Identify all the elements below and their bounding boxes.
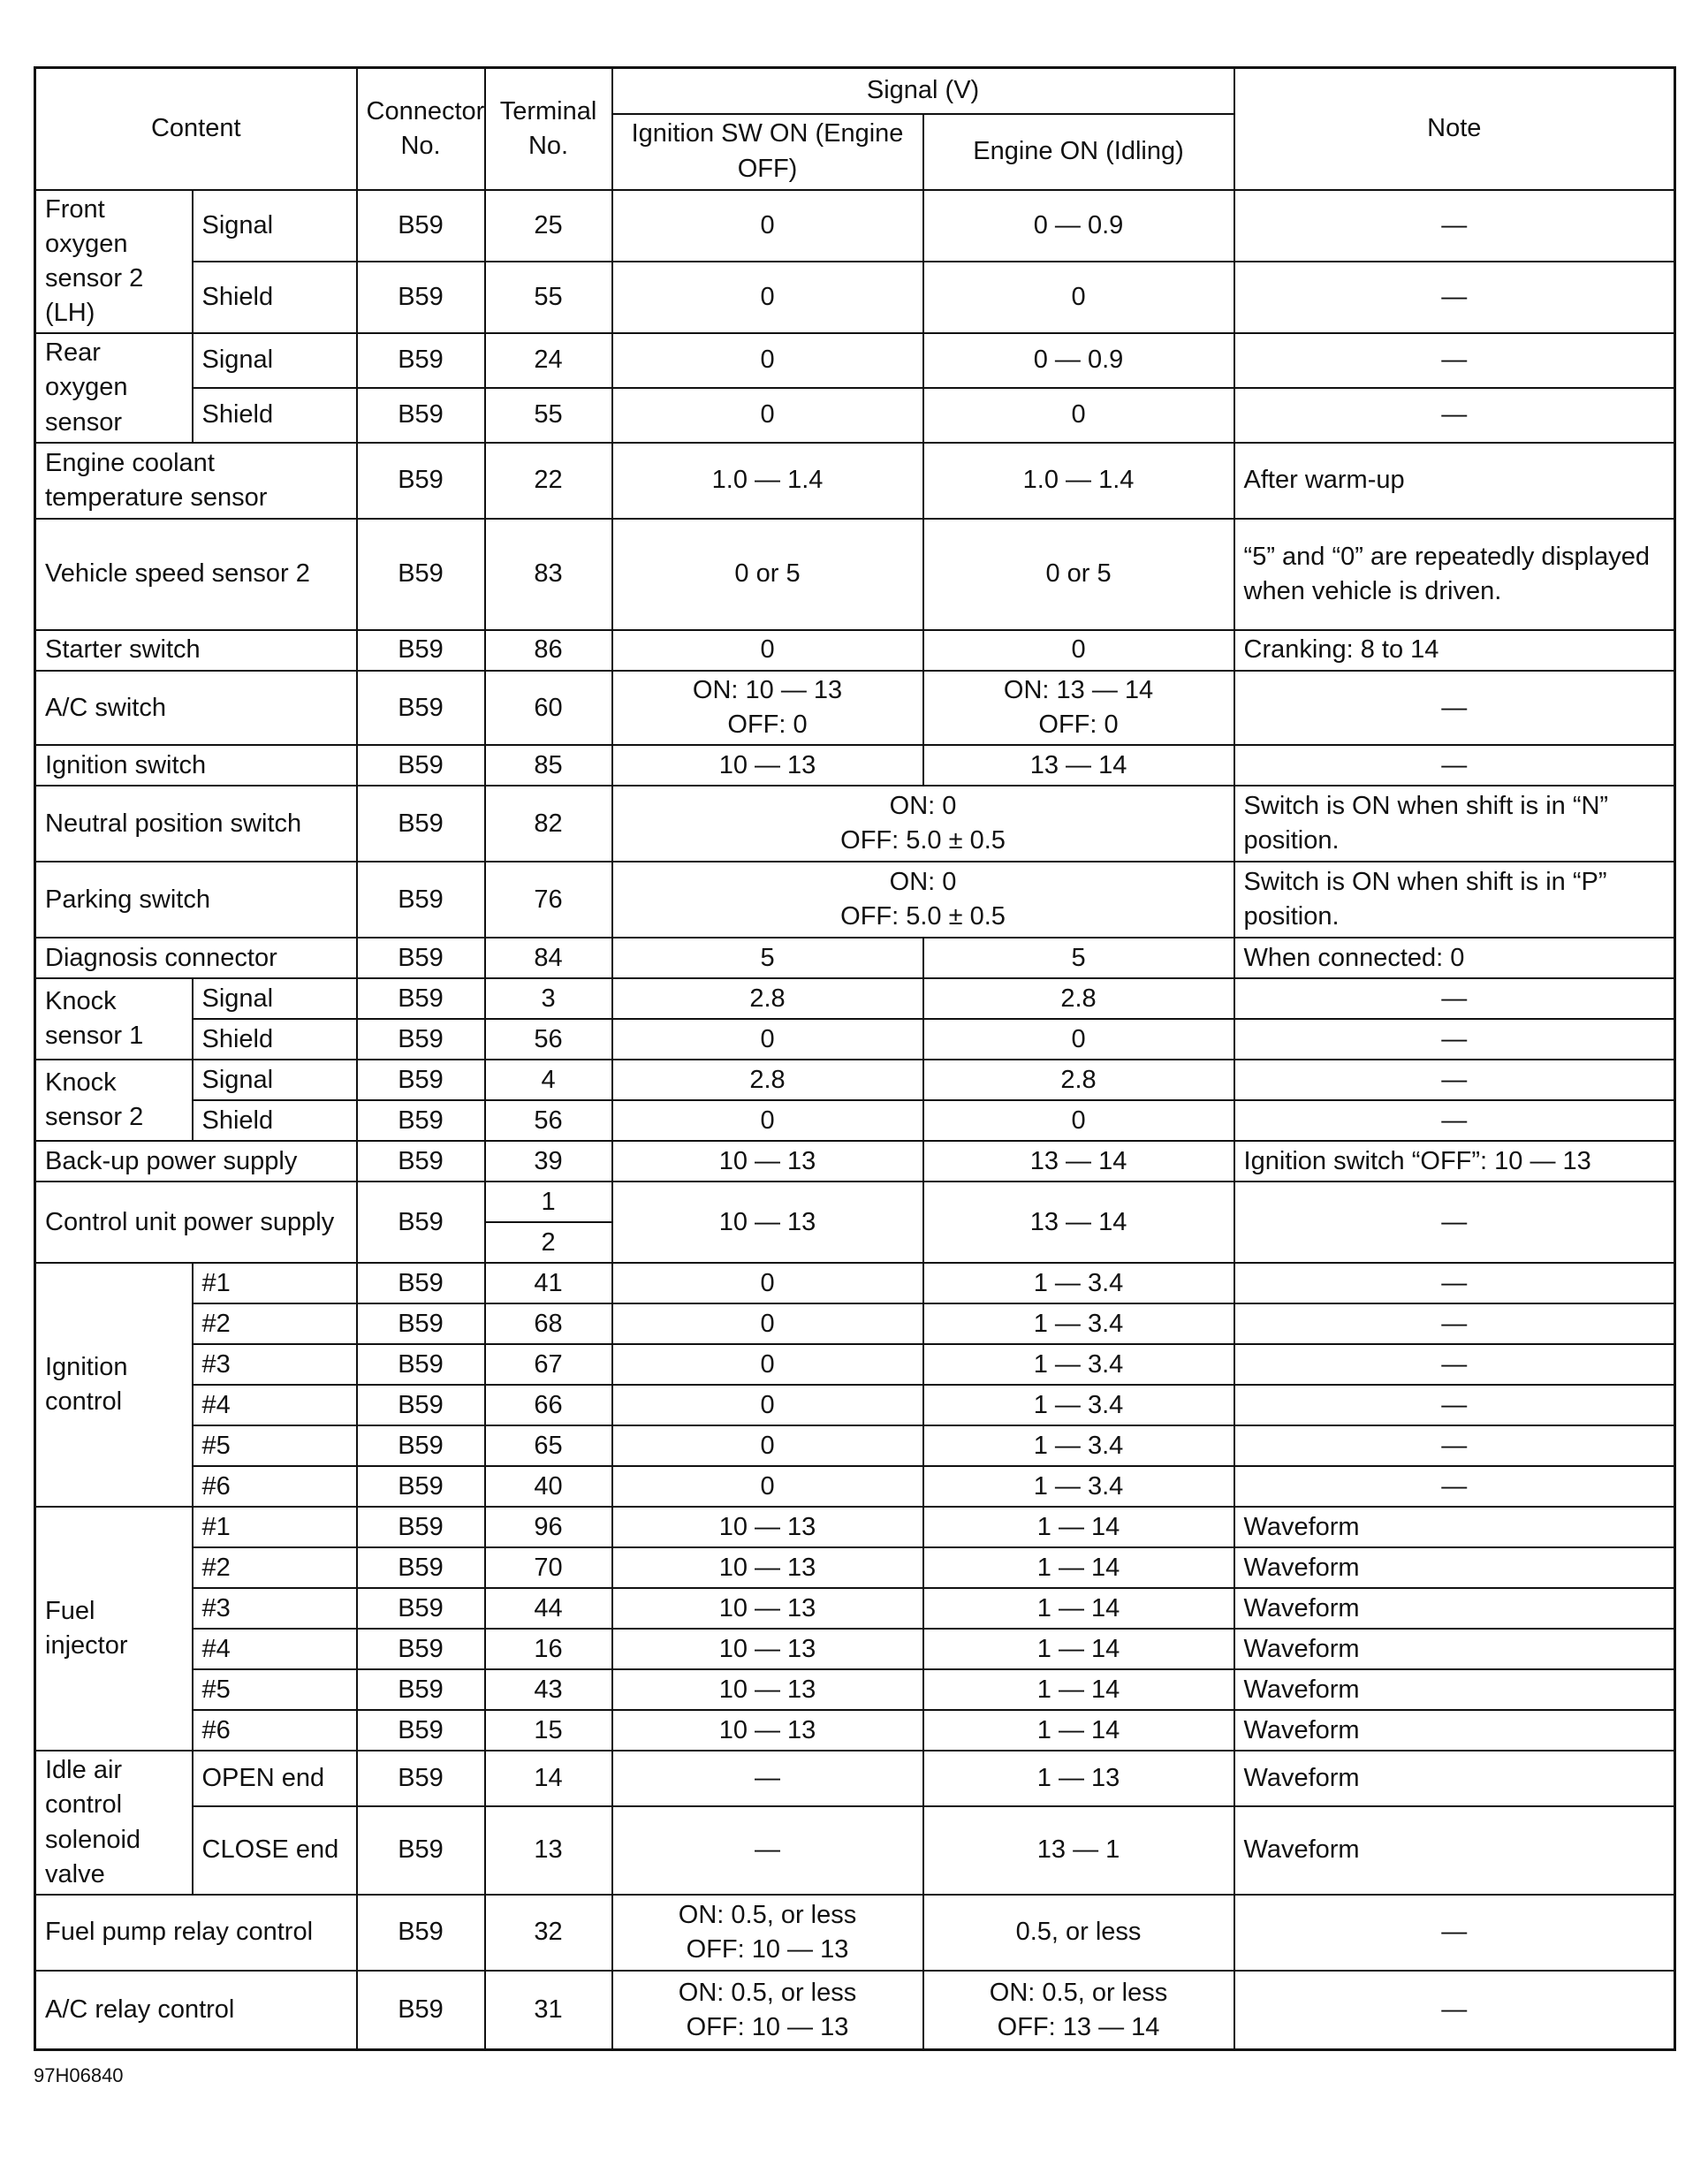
value-line: OFF: 10 — 13 [686,2012,849,2041]
ign-on-cell: 0 [612,1425,923,1466]
connector-cell: B59 [357,388,485,443]
value-line: OFF: 5.0 ± 0.5 [840,826,1006,855]
table-row [35,1385,1675,1425]
connector-cell: B59 [357,630,485,671]
ign-on-cell: 0 [612,1263,923,1303]
engine-on-cell: 13 — 1 [923,1806,1234,1895]
engine-on-cell: 1.0 — 1.4 [923,443,1234,519]
note-cell: — [1234,1425,1675,1466]
engine-on-cell: 1 — 14 [923,1669,1234,1710]
value-line: OFF: 5.0 ± 0.5 [840,902,1006,931]
note-cell: Waveform [1234,1806,1675,1895]
ign-on-cell: 2.8 [612,978,923,1019]
connector-cell: B59 [357,938,485,978]
sub-label: Shield [193,1019,357,1060]
table-row [35,1588,1675,1629]
header-ign-on: Ignition SW ON (Engine OFF) [612,114,923,190]
table-row [35,1344,1675,1385]
ign-on-cell [612,1971,923,2050]
row-label: Control unit power supply [35,1182,357,1263]
header-signal: Signal (V) [612,68,1234,114]
header-content: Content [35,68,357,190]
ign-on-cell: 0 or 5 [612,519,923,630]
sub-label: #4 [193,1385,357,1425]
terminal-cell: 68 [485,1303,612,1344]
signal-merged-cell [612,786,1234,862]
terminal-cell: 84 [485,938,612,978]
connector-cell: B59 [357,1100,485,1141]
engine-on-cell: 1 — 14 [923,1547,1234,1588]
note-cell: — [1234,1019,1675,1060]
ign-on-cell: 0 [612,388,923,443]
terminal-cell: 14 [485,1751,612,1805]
terminal-cell: 31 [485,1971,612,2050]
value-line: ON: 0.5, or less [989,1978,1168,2007]
terminal-cell: 22 [485,443,612,519]
connector-cell: B59 [357,1547,485,1588]
note-cell: — [1234,1385,1675,1425]
sub-label: Shield [193,388,357,443]
engine-on-cell: 1 — 14 [923,1710,1234,1751]
table-row [35,443,1675,519]
sub-label: #5 [193,1425,357,1466]
row-label: Engine coolant temperature sensor [35,443,357,519]
terminal-cell: 39 [485,1141,612,1182]
engine-on-cell [923,671,1234,745]
row-label: Knock sensor 1 [35,978,193,1060]
ign-on-cell: 0 [612,190,923,262]
engine-on-cell: 0.5, or less [923,1895,1234,1971]
ign-on-cell: 1.0 — 1.4 [612,443,923,519]
ign-on-cell: 10 — 13 [612,1141,923,1182]
note-cell: Cranking: 8 to 14 [1234,630,1675,671]
connector-cell: B59 [357,1425,485,1466]
table-row [35,978,1675,1019]
sub-label: #3 [193,1344,357,1385]
row-label: A/C switch [35,671,357,745]
engine-on-cell: 1 — 13 [923,1751,1234,1805]
ign-on-cell: 0 [612,333,923,388]
connector-cell: B59 [357,1303,485,1344]
table-row [35,1141,1675,1182]
engine-on-cell: 2.8 [923,1060,1234,1100]
value-line: ON: 0.5, or less [678,1900,857,1929]
value-line: ON: 0 [889,792,957,821]
connector-cell: B59 [357,745,485,786]
terminal-cell: 55 [485,262,612,333]
terminal-cell: 56 [485,1019,612,1060]
table-row [35,519,1675,630]
signal-merged-cell [612,862,1234,938]
engine-on-cell: 0 or 5 [923,519,1234,630]
note-cell: Waveform [1234,1751,1675,1805]
note-cell: — [1234,388,1675,443]
engine-on-cell: 1 — 3.4 [923,1425,1234,1466]
table-row [35,1629,1675,1669]
table-row [35,1669,1675,1710]
terminal-cell: 1 [485,1182,612,1222]
sub-label: Signal [193,333,357,388]
sub-label: Signal [193,190,357,262]
value-line: OFF: 0 [727,710,808,740]
table-row [35,1182,1675,1222]
sub-label: #1 [193,1507,357,1547]
table-row [35,862,1675,938]
note-cell: — [1234,333,1675,388]
engine-on-cell: 0 [923,1100,1234,1141]
note-cell: Waveform [1234,1507,1675,1547]
ign-on-cell: 0 [612,1385,923,1425]
engine-on-cell: 1 — 3.4 [923,1344,1234,1385]
row-label: Neutral position switch [35,786,357,862]
sub-label: #6 [193,1710,357,1751]
table-row [35,1100,1675,1141]
table-row [35,1547,1675,1588]
sub-label: #2 [193,1303,357,1344]
ign-on-cell: 0 [612,1303,923,1344]
engine-on-cell: 1 — 14 [923,1507,1234,1547]
ign-on-cell [612,671,923,745]
sub-label: Signal [193,1060,357,1100]
value-line: ON: 0 [889,868,957,897]
table-row [35,786,1675,862]
connector-cell: B59 [357,671,485,745]
row-label: Starter switch [35,630,357,671]
note-cell: — [1234,1303,1675,1344]
engine-on-cell: 1 — 3.4 [923,1303,1234,1344]
note-cell: — [1234,978,1675,1019]
terminal-cell: 56 [485,1100,612,1141]
note-cell: — [1234,1263,1675,1303]
ign-on-cell: 0 [612,630,923,671]
table-row [35,388,1675,443]
terminal-cell: 4 [485,1060,612,1100]
sub-label: #5 [193,1669,357,1710]
table-row [35,1507,1675,1547]
row-label: Fuel pump relay control [35,1895,357,1971]
connector-cell: B59 [357,1182,485,1263]
header-engine-on: Engine ON (Idling) [923,114,1234,190]
signal-table-sheet [34,66,1674,2051]
note-cell: — [1234,1060,1675,1100]
note-cell: Switch is ON when shift is in “N” position. [1234,786,1675,862]
row-label: Ignition control [35,1263,193,1507]
row-label: Parking switch [35,862,357,938]
connector-cell: B59 [357,1751,485,1805]
sub-label: Shield [193,262,357,333]
terminal-cell: 66 [485,1385,612,1425]
ign-on-cell: 0 [612,1100,923,1141]
terminal-cell: 24 [485,333,612,388]
ign-on-cell: 2.8 [612,1060,923,1100]
table-row [35,1060,1675,1100]
connector-cell: B59 [357,1507,485,1547]
table-row [35,1710,1675,1751]
value-line: ON: 0.5, or less [678,1978,857,2007]
table-row [35,1466,1675,1507]
ign-on-cell: 10 — 13 [612,1710,923,1751]
ign-on-cell: 0 [612,262,923,333]
connector-cell: B59 [357,443,485,519]
terminal-cell: 16 [485,1629,612,1669]
ign-on-cell: 0 [612,1344,923,1385]
header-terminal: Terminal No. [485,68,612,190]
terminal-cell: 67 [485,1344,612,1385]
note-cell: Waveform [1234,1588,1675,1629]
engine-on-cell: 0 [923,630,1234,671]
table-row [35,1263,1675,1303]
table-row [35,1895,1675,1971]
connector-cell: B59 [357,1710,485,1751]
connector-cell: B59 [357,978,485,1019]
terminal-cell: 85 [485,745,612,786]
engine-on-cell: 2.8 [923,978,1234,1019]
terminal-cell: 2 [485,1222,612,1263]
note-cell: Waveform [1234,1547,1675,1588]
table-row [35,671,1675,745]
row-label: Diagnosis connector [35,938,357,978]
value-line: OFF: 10 — 13 [686,1934,849,1964]
row-label: Vehicle speed sensor 2 [35,519,357,630]
connector-cell: B59 [357,1344,485,1385]
connector-cell: B59 [357,786,485,862]
note-cell: Waveform [1234,1710,1675,1751]
sub-label: CLOSE end [193,1806,357,1895]
row-label: Back-up power supply [35,1141,357,1182]
engine-on-cell: 0 — 0.9 [923,190,1234,262]
table-row [35,1971,1675,2050]
connector-cell: B59 [357,1263,485,1303]
connector-cell: B59 [357,1019,485,1060]
terminal-cell: 32 [485,1895,612,1971]
terminal-cell: 40 [485,1466,612,1507]
engine-on-cell: 13 — 14 [923,1141,1234,1182]
value-line: OFF: 0 [1038,710,1119,740]
row-label: Front oxygen sensor 2 (LH) [35,190,193,334]
terminal-cell: 41 [485,1263,612,1303]
row-label: Idle air control solenoid valve [35,1751,193,1895]
engine-on-cell: 0 [923,262,1234,333]
connector-cell: B59 [357,519,485,630]
note-cell: — [1234,1466,1675,1507]
ign-on-cell: 10 — 13 [612,1669,923,1710]
value-line: OFF: 13 — 14 [997,2012,1160,2041]
connector-cell: B59 [357,862,485,938]
table-row [35,745,1675,786]
sub-label: #1 [193,1263,357,1303]
terminal-cell: 70 [485,1547,612,1588]
terminal-cell: 55 [485,388,612,443]
terminal-cell: 96 [485,1507,612,1547]
engine-on-cell: 1 — 3.4 [923,1466,1234,1507]
engine-on-cell: 0 [923,1019,1234,1060]
ign-on-cell: 10 — 13 [612,1507,923,1547]
header-note: Note [1234,68,1675,190]
sub-label: Shield [193,1100,357,1141]
note-cell: — [1234,262,1675,333]
connector-cell: B59 [357,262,485,333]
terminal-cell: 13 [485,1806,612,1895]
sub-label: #3 [193,1588,357,1629]
table-row [35,1425,1675,1466]
connector-cell: B59 [357,1588,485,1629]
note-cell: — [1234,745,1675,786]
note-cell: Ignition switch “OFF”: 10 — 13 [1234,1141,1675,1182]
engine-on-cell: 1 — 14 [923,1588,1234,1629]
ign-on-cell: 0 [612,1466,923,1507]
table-row [35,1806,1675,1895]
row-label: Ignition switch [35,745,357,786]
ign-on-cell: — [612,1751,923,1805]
row-label: Fuel injector [35,1507,193,1751]
table-row [35,333,1675,388]
terminal-cell: 65 [485,1425,612,1466]
note-cell: — [1234,1182,1675,1263]
connector-cell: B59 [357,333,485,388]
note-cell: Waveform [1234,1669,1675,1710]
connector-cell: B59 [357,1385,485,1425]
engine-on-cell: 1 — 3.4 [923,1263,1234,1303]
ign-on-cell: 10 — 13 [612,1182,923,1263]
connector-cell: B59 [357,1895,485,1971]
note-cell: After warm-up [1234,443,1675,519]
sub-label: Signal [193,978,357,1019]
value-line: ON: 10 — 13 [692,676,843,705]
header-connector: Connector No. [357,68,485,190]
row-label: Knock sensor 2 [35,1060,193,1141]
connector-cell: B59 [357,1629,485,1669]
engine-on-cell: 5 [923,938,1234,978]
table-row [35,262,1675,333]
terminal-cell: 15 [485,1710,612,1751]
figure-code: 97H06840 [34,2064,124,2086]
terminal-cell: 44 [485,1588,612,1629]
connector-cell: B59 [357,1466,485,1507]
terminal-cell: 83 [485,519,612,630]
ign-on-cell: 0 [612,1019,923,1060]
row-label: Rear oxygen sensor [35,333,193,443]
note-cell: When connected: 0 [1234,938,1675,978]
engine-on-cell: 13 — 14 [923,1182,1234,1263]
note-cell: — [1234,1971,1675,2050]
terminal-cell: 43 [485,1669,612,1710]
engine-on-cell: 0 — 0.9 [923,333,1234,388]
note-cell: — [1234,1100,1675,1141]
value-line: ON: 13 — 14 [1003,676,1154,705]
engine-on-cell: 1 — 3.4 [923,1385,1234,1425]
engine-on-cell: 1 — 14 [923,1629,1234,1669]
header-row-1 [35,68,1675,114]
table-row [35,630,1675,671]
engine-on-cell: 0 [923,388,1234,443]
note-cell: Waveform [1234,1629,1675,1669]
connector-cell: B59 [357,1971,485,2050]
terminal-cell: 82 [485,786,612,862]
row-label: A/C relay control [35,1971,357,2050]
ign-on-cell: 10 — 13 [612,1547,923,1588]
ecm-signal-table [34,66,1676,2051]
note-cell: — [1234,1344,1675,1385]
sub-label: #2 [193,1547,357,1588]
connector-cell: B59 [357,190,485,262]
sub-label: OPEN end [193,1751,357,1805]
table-row [35,1019,1675,1060]
table-row [35,1303,1675,1344]
note-cell: — [1234,1895,1675,1971]
note-cell: “5” and “0” are repeatedly displayed when vehicle is driven. [1234,519,1675,630]
terminal-cell: 86 [485,630,612,671]
connector-cell: B59 [357,1060,485,1100]
terminal-cell: 3 [485,978,612,1019]
note-cell: Switch is ON when shift is in “P” position. [1234,862,1675,938]
ign-on-cell [612,1895,923,1971]
ign-on-cell: 10 — 13 [612,1629,923,1669]
terminal-cell: 76 [485,862,612,938]
note-cell: — [1234,190,1675,262]
terminal-cell: 25 [485,190,612,262]
note-cell: — [1234,671,1675,745]
connector-cell: B59 [357,1141,485,1182]
terminal-cell: 60 [485,671,612,745]
ign-on-cell: 10 — 13 [612,1588,923,1629]
connector-cell: B59 [357,1806,485,1895]
connector-cell: B59 [357,1669,485,1710]
table-row [35,190,1675,262]
table-row [35,1751,1675,1805]
ign-on-cell: 10 — 13 [612,745,923,786]
engine-on-cell: 13 — 14 [923,745,1234,786]
sub-label: #4 [193,1629,357,1669]
table-row [35,938,1675,978]
engine-on-cell [923,1971,1234,2050]
ign-on-cell: — [612,1806,923,1895]
sub-label: #6 [193,1466,357,1507]
ign-on-cell: 5 [612,938,923,978]
